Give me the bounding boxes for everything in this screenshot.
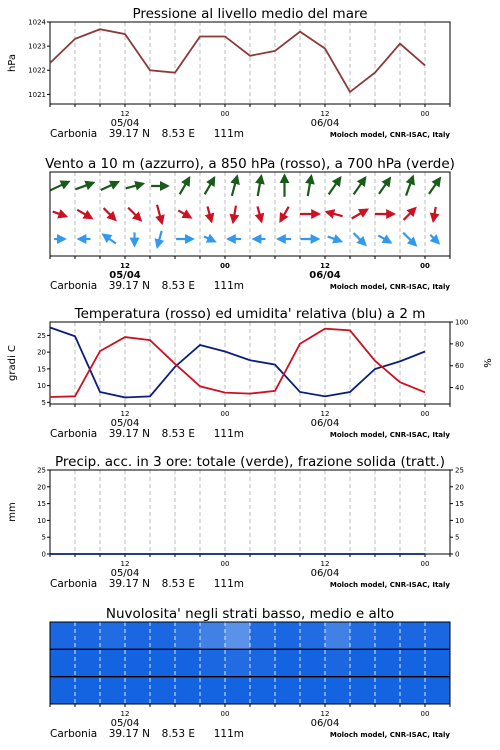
cloud-cell: [275, 649, 301, 677]
humidity-line: [50, 327, 425, 397]
date-label: 06/04: [310, 718, 340, 729]
wind-arrow: [157, 231, 161, 247]
wind-arrow: [403, 233, 416, 246]
time-tick-label: 12: [320, 410, 330, 418]
cloud-cell: [150, 677, 176, 705]
time-tick-label: 00: [220, 710, 230, 718]
date-label: 06/04: [310, 418, 340, 429]
location-lon: 8.53 E: [161, 280, 195, 292]
wind-arrow: [404, 208, 416, 220]
wind-arrow: [326, 212, 342, 216]
location-name: Carbonia: [50, 128, 98, 140]
wind-arrow: [280, 207, 288, 222]
cloud-cell: [400, 622, 426, 650]
date-label: 05/04: [110, 718, 140, 729]
y-axis-label: mm: [7, 502, 18, 522]
time-tick-label: 12: [120, 110, 130, 118]
time-tick-label: 00: [220, 262, 230, 270]
location-lat: 39.17 N: [108, 728, 150, 740]
model-credit: Moloch model, CNR-ISAC, Italy: [329, 283, 450, 291]
wind-arrow: [430, 235, 438, 243]
y2-tick-label: 40: [455, 384, 464, 393]
y2-tick-label: 15: [455, 500, 464, 509]
time-tick-label: 00: [220, 560, 230, 568]
cloud-cell: [225, 622, 251, 650]
wind-arrow: [103, 235, 116, 244]
y-tick-label: 15: [37, 500, 46, 509]
y-tick-label: 5: [41, 398, 46, 407]
temperature-line: [50, 329, 425, 397]
plot-frame: [50, 322, 450, 404]
cloud-cell: [300, 649, 326, 677]
y2-tick-label: 80: [455, 340, 464, 349]
wind-arrow: [257, 206, 261, 221]
cloud-cell: [200, 649, 226, 677]
date-label: 05/04: [109, 270, 141, 281]
y2-tick-label: 25: [455, 466, 464, 475]
cloud-cell: [150, 622, 176, 650]
location-name: Carbonia: [50, 578, 98, 590]
time-tick-label: 12: [320, 110, 330, 118]
y-tick-label: 10: [37, 382, 46, 391]
y2-axis-label: %: [481, 358, 492, 368]
cloud-cell: [400, 649, 426, 677]
y-tick-label: 1021: [28, 90, 46, 99]
cloud-cell: [425, 649, 451, 677]
time-tick-label: 00: [220, 110, 230, 118]
time-tick-label: 12: [320, 262, 330, 270]
chart-title: Precip. acc. in 3 ore: totale (verde), frazione solida (tratt.): [55, 454, 445, 470]
time-tick-label: 00: [420, 560, 430, 568]
model-credit: Moloch model, CNR-ISAC, Italy: [329, 431, 450, 439]
model-credit: Moloch model, CNR-ISAC, Italy: [329, 731, 450, 739]
time-tick-label: 12: [120, 710, 130, 718]
cloud-cell: [325, 622, 351, 650]
y-axis-label: gradi C: [7, 345, 18, 381]
wind-arrow: [258, 176, 262, 196]
location-elevation: 111m: [213, 128, 244, 140]
cloud-cell: [275, 622, 301, 650]
wind-arrow: [128, 208, 141, 221]
time-tick-label: 12: [320, 560, 330, 568]
y-axis-label: hPa: [7, 53, 18, 73]
location-lon: 8.53 E: [161, 428, 195, 440]
chart-title: Temperatura (rosso) ed umidita' relativa (blu) a 2 m: [74, 306, 426, 322]
y-tick-label: 1023: [28, 42, 46, 51]
cloud-cell: [75, 622, 101, 650]
wind-arrow: [101, 182, 118, 190]
cloud-cell: [75, 677, 101, 705]
cloud-cell: [375, 649, 401, 677]
cloud-cell: [225, 677, 251, 705]
date-label: 05/04: [110, 118, 140, 129]
cloud-cell: [75, 649, 101, 677]
wind-arrow: [354, 178, 366, 195]
location-lon: 8.53 E: [161, 728, 195, 740]
wind-arrow: [433, 207, 436, 221]
wind-arrow: [429, 178, 440, 194]
cloud-cell: [200, 677, 226, 705]
cloud-cell: [175, 649, 201, 677]
date-label: 05/04: [110, 568, 140, 579]
y2-tick-label: 100: [455, 318, 469, 327]
location-elevation: 111m: [213, 280, 244, 292]
y-tick-label: 1024: [28, 18, 46, 27]
time-tick-label: 12: [120, 262, 130, 270]
location-lat: 39.17 N: [108, 280, 150, 292]
wind-arrow: [232, 176, 237, 196]
chart-title: Nuvolosita' negli strati basso, medio e alto: [105, 606, 395, 622]
y2-tick-label: 10: [455, 516, 464, 525]
time-tick-label: 00: [420, 262, 430, 270]
wind-arrow: [329, 178, 341, 195]
time-tick-label: 12: [120, 560, 130, 568]
cloud-cell: [225, 649, 251, 677]
date-label: 06/04: [310, 568, 340, 579]
y2-tick-label: 60: [455, 362, 464, 371]
wind-arrow: [308, 176, 312, 196]
cloud-cell: [400, 677, 426, 705]
time-tick-label: 00: [420, 410, 430, 418]
wind-arrow: [50, 182, 68, 191]
plot-frame: [50, 22, 450, 104]
y2-tick-label: 20: [455, 483, 464, 492]
wind-arrow: [378, 235, 390, 242]
cloud-cell: [100, 677, 126, 705]
chart-title: Vento a 10 m (azzurro), a 850 hPa (rosso), a 700 hPa (verde): [45, 156, 455, 172]
time-tick-label: 00: [420, 110, 430, 118]
cloud-cell: [175, 677, 201, 705]
y2-tick-label: 5: [455, 533, 460, 542]
cloud-cell: [375, 622, 401, 650]
cloud-cell: [175, 622, 201, 650]
wind-arrow: [205, 178, 215, 195]
cloud-cell: [125, 649, 151, 677]
pressure-line: [50, 29, 425, 92]
y-tick-label: 25: [37, 466, 46, 475]
cloud-cell: [250, 622, 276, 650]
wind-arrow: [180, 178, 190, 195]
cloud-cell: [425, 622, 451, 650]
wind-arrow: [379, 178, 390, 194]
pressure-chart: [7, 6, 450, 140]
y-tick-label: 15: [37, 365, 46, 374]
cloud-cell: [50, 677, 76, 705]
wind-arrow: [126, 184, 143, 189]
wind-arrow: [233, 206, 236, 223]
cloud-cell: [100, 649, 126, 677]
cloud-cell: [350, 677, 376, 705]
wind-arrow: [352, 210, 368, 219]
wind-arrow: [104, 208, 116, 220]
date-label: 06/04: [310, 118, 340, 129]
date-label: 05/04: [110, 418, 140, 429]
y-tick-label: 20: [37, 348, 46, 357]
wind-arrow: [77, 210, 92, 218]
wind-arrow: [178, 210, 190, 217]
y2-tick-label: 0: [455, 550, 460, 559]
chart-title: Pressione al livello medio del mare: [132, 6, 368, 22]
location-lon: 8.53 E: [161, 128, 195, 140]
cloud-chart: [50, 606, 451, 740]
y-tick-label: 1022: [28, 66, 46, 75]
y-tick-label: 0: [41, 550, 46, 559]
location-lon: 8.53 E: [161, 578, 195, 590]
cloud-cell: [200, 622, 226, 650]
time-tick-label: 00: [220, 410, 230, 418]
cloud-cell: [250, 677, 276, 705]
temperature-chart: [7, 306, 492, 440]
cloud-cell: [350, 622, 376, 650]
y-tick-label: 5: [41, 533, 46, 542]
time-tick-label: 12: [120, 410, 130, 418]
location-name: Carbonia: [50, 728, 98, 740]
cloud-cell: [300, 677, 326, 705]
cloud-cell: [275, 677, 301, 705]
cloud-cell: [250, 649, 276, 677]
y-tick-label: 10: [37, 516, 46, 525]
location-name: Carbonia: [50, 280, 98, 292]
y-tick-label: 20: [37, 483, 46, 492]
cloud-cell: [325, 677, 351, 705]
wind-arrow: [406, 176, 413, 195]
cloud-cell: [150, 649, 176, 677]
precipitation-chart: [7, 454, 464, 590]
location-lat: 39.17 N: [108, 128, 150, 140]
cloud-cell: [50, 622, 76, 650]
wind-arrow: [53, 212, 67, 217]
cloud-cell: [100, 622, 126, 650]
date-label: 06/04: [309, 270, 341, 281]
wind-arrow: [328, 237, 342, 242]
wind-chart: [45, 156, 455, 292]
cloud-cell: [50, 649, 76, 677]
location-elevation: 111m: [213, 578, 244, 590]
location-name: Carbonia: [50, 428, 98, 440]
model-credit: Moloch model, CNR-ISAC, Italy: [329, 581, 450, 589]
wind-arrow: [207, 206, 211, 221]
cloud-cell: [125, 677, 151, 705]
location-elevation: 111m: [213, 428, 244, 440]
cloud-cell: [325, 649, 351, 677]
wind-arrow: [354, 233, 366, 245]
model-credit: Moloch model, CNR-ISAC, Italy: [329, 131, 450, 139]
time-tick-label: 00: [420, 710, 430, 718]
location-elevation: 111m: [213, 728, 244, 740]
cloud-cell: [425, 677, 451, 705]
cloud-cell: [125, 622, 151, 650]
cloud-cell: [375, 677, 401, 705]
time-tick-label: 12: [320, 710, 330, 718]
wind-arrow: [204, 236, 215, 241]
y-tick-label: 25: [37, 331, 46, 340]
location-lat: 39.17 N: [108, 578, 150, 590]
cloud-cell: [300, 622, 326, 650]
location-lat: 39.17 N: [108, 428, 150, 440]
wind-arrow: [157, 205, 162, 224]
wind-arrow: [75, 183, 93, 190]
cloud-cell: [350, 649, 376, 677]
